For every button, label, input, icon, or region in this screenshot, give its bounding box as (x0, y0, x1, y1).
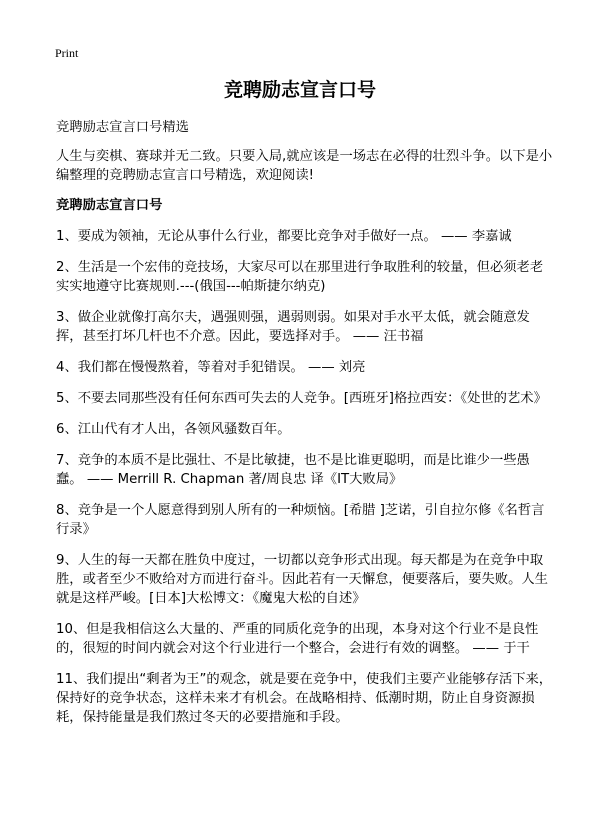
quote-item: 6、江山代有才人出，各领风骚数百年。 (56, 422, 291, 437)
article-body (56, 118, 556, 739)
quote-item: 1、要成为领袖，无论从事什么行业，都要比竞争对手做好一点。 —— 李嘉诚 (56, 229, 512, 244)
intro-paragraph: 人生与奕棋、赛球并无二致。只要入局,就应该是一场志在必得的壮烈斗争。以下是小编整理的竞聘励志宣言口号精选，欢迎阅读! (56, 149, 553, 183)
quote-item: 2、生活是一个宏伟的竞技场，大家尽可以在那里进行争取胜利的较量，但必须老老实实地遵守比赛规则.---(俄国---帕斯捷尔纳克) (56, 260, 544, 294)
print-link[interactable]: Print (55, 46, 79, 60)
quote-item: 7、竞争的本质不是比强壮、不是比敏捷，也不是比谁更聪明，而是比谁少一些愚蠢。 —— Merrill R. Chapman 著/周良忠 译《IT大败局》 (56, 453, 530, 487)
quote-item: 4、我们都在慢慢熬着，等着对手犯错误。 —— 刘亮 (56, 360, 366, 375)
quote-item: 9、人生的每一天都在胜负中度过，一切都以竞争形式出现。每天都是为在竞争中取胜，或者至少不败给对方而进行奋斗。因此若有一天懈怠，便要落后，要失败。人生就是这样严峻。[日本]大松博文：《魔鬼大松的自述》 (56, 553, 548, 606)
quote-item: 8、竞争是一个人愿意得到别人所有的一种烦恼。[希腊 ]芝诺，引自拉尔修《名哲言行录》 (56, 503, 545, 537)
quote-item: 5、不要去同那些没有任何东西可失去的人竞争。[西班牙]格拉西安：《处世的艺术》 (56, 391, 547, 406)
quote-item: 10、但是我相信这么大量的、严重的同质化竞争的出现，本身对这个行业不是良性的，很短的时间内就会对这个行业进行一个整合，会进行有效的调整。 —— 于干 (56, 622, 539, 656)
section-heading: 竞聘励志宣言口号 (56, 198, 163, 213)
page-title: 竞聘励志宣言口号 (223, 79, 376, 101)
quote-item: 3、做企业就像打高尔夫，遇强则强，遇弱则弱。如果对手水平太低，就会随意发挥，甚至打坏几杆也不介意。因此，要选择对手。 —— 汪书福 (56, 310, 530, 344)
quote-item: 11、我们提出“剩者为王”的观念，就是要在竞争中，使我们主要产业能够存活下来，保持好的竞争状态，这样未来才有机会。在战略相持、低潮时期，防止自身资源损耗，保持能量是我们熬过冬天的必要措施和手段。 (56, 672, 553, 725)
article-subtitle: 竞聘励志宣言口号精选 (56, 120, 189, 135)
